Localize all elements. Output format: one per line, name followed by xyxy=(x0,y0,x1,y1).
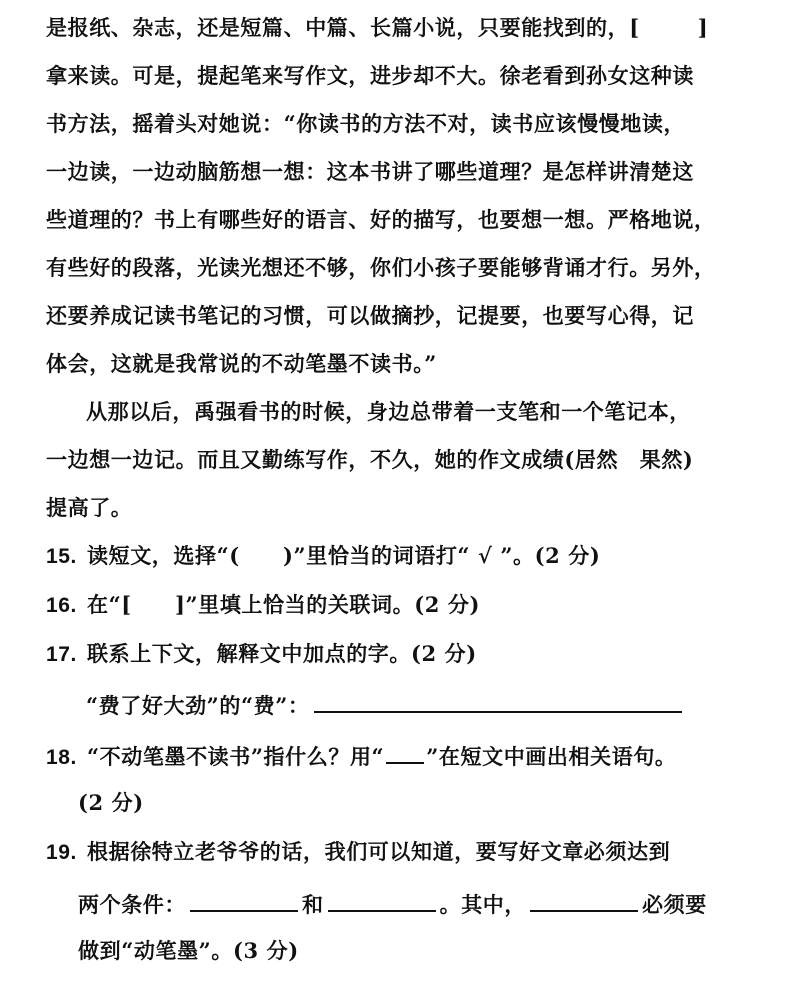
question-19-blank-3[interactable] xyxy=(530,888,638,912)
passage-line-8: 体会，这就是我常说的不动笔墨不读书。” xyxy=(46,351,437,376)
passage-line-2: 拿来读。可是，提起笔来写作文，进步却不大。徐老看到孙女这种读 xyxy=(46,63,694,88)
passage-line-11: 提高了。 xyxy=(46,495,133,520)
question-19-part-d: 必须要 xyxy=(642,892,707,917)
passage-line-4: 一边读，一边动脑筋想一想：这本书讲了哪些道理？是怎样讲清楚这 xyxy=(46,159,694,184)
bracket-close: ] xyxy=(697,15,709,40)
question-19-part-b: 和 xyxy=(302,892,324,917)
question-17 xyxy=(46,640,477,669)
question-19 xyxy=(46,838,670,867)
question-19-number: 19. xyxy=(46,841,77,864)
question-19-text: 根据徐特立老爷爷的话，我们可以知道，要写好文章必须达到 xyxy=(87,839,671,864)
passage-line-7: 还要养成记读书笔记的习惯，可以做摘抄，记提要，也要写心得，记 xyxy=(46,303,694,328)
question-16 xyxy=(46,591,480,620)
question-18 xyxy=(46,740,677,772)
question-18-score: (2 分) xyxy=(78,790,144,815)
passage-line-1 xyxy=(46,14,708,42)
question-19-part-c: 。其中， xyxy=(439,892,527,917)
question-17-sub xyxy=(86,689,686,720)
question-18-underline-sample xyxy=(386,740,424,764)
passage-line-3: 书方法，摇着头对她说：“你读书的方法不对，读书应该慢慢地读， xyxy=(46,111,686,136)
question-19-blank-1[interactable] xyxy=(190,888,298,912)
question-15-number: 15. xyxy=(46,545,77,568)
question-19-line-3: 做到“动笔墨”。(3 分) xyxy=(78,938,299,963)
question-18-number: 18. xyxy=(46,746,77,769)
question-17-sub-text: “费了好大劲”的“费”： xyxy=(86,693,310,718)
question-18-text-b: ”在短文中画出相关语句。 xyxy=(426,744,677,769)
question-17-answer-blank[interactable] xyxy=(314,689,682,713)
passage-line-10: 一边想一边记。而且又勤练写作，不久，她的作文成绩(居然 果然) xyxy=(46,447,694,472)
passage-line-6: 有些好的段落，光读光想还不够，你们小孩子要能够背诵才行。另外， xyxy=(46,255,716,280)
passage-line-5: 些道理的？书上有哪些好的语言、好的描写，也要想一想。严格地说， xyxy=(46,207,716,232)
question-16-number: 16. xyxy=(46,594,77,617)
question-19-line-2 xyxy=(78,888,707,919)
question-15-text: 读短文，选择“( )”里恰当的词语打“ √ ”。(2 分) xyxy=(87,543,601,568)
question-15 xyxy=(46,542,600,571)
question-17-text: 联系上下文，解释文中加点的字。(2 分) xyxy=(87,641,477,666)
passage-line-1-text: 是报纸、杂志，还是短篇、中篇、长篇小说，只要能找到的，[ xyxy=(46,15,640,40)
question-19-part-a: 两个条件： xyxy=(78,892,186,917)
question-18-text-a: “不动笔墨不读书”指什么？用“ xyxy=(87,744,385,769)
question-19-blank-2[interactable] xyxy=(328,888,436,912)
question-17-number: 17. xyxy=(46,643,77,666)
question-16-text: 在“[ ]”里填上恰当的关联词。(2 分) xyxy=(87,592,481,617)
passage-line-9: 从那以后，禹强看书的时候，身边总带着一支笔和一个笔记本， xyxy=(86,399,691,424)
